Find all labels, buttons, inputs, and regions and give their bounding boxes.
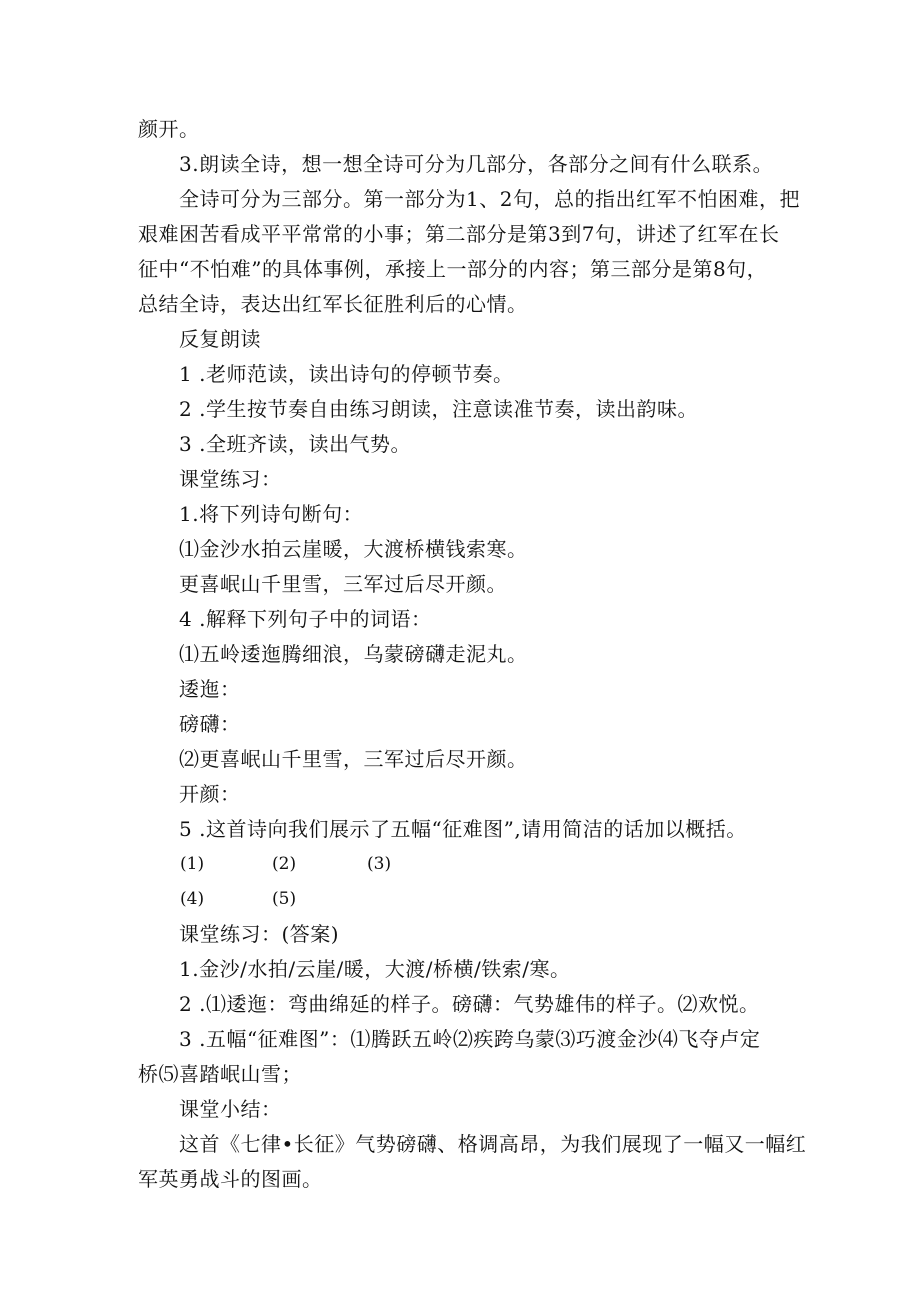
blank-label: (2) — [272, 854, 297, 874]
exercise-item: 1.将下列诗句断句： — [179, 502, 364, 526]
answer-item: 3 .五幅“征难图”：⑴腾跃五岭⑵疾跨乌蒙⑶巧渡金沙⑷飞夺卢定 — [179, 1027, 761, 1051]
poem-line: ⑵更喜岷山千里雪，三军过后尽开颜。 — [179, 747, 528, 771]
text-line: 颜开。 — [138, 117, 200, 141]
section-heading-repeat-reading: 反复朗读 — [179, 327, 261, 351]
term-blank: 磅礴： — [179, 712, 241, 736]
text-line: 征中“不怕难”的具体事例，承接上一部分的内容；第三部分是第8句， — [138, 257, 768, 281]
term-blank: 开颜： — [179, 782, 241, 806]
section-heading-classroom-exercise: 课堂练习： — [179, 467, 282, 491]
summary-text: 军英勇战斗的图画。 — [138, 1167, 323, 1191]
section-heading-answers: 课堂练习：(答案) — [179, 922, 340, 946]
poem-line: 更喜岷山千里雪，三军过后尽开颜。 — [179, 572, 507, 596]
poem-line: ⑴金沙水拍云崖暖，大渡桥横钱索寒。 — [179, 537, 528, 561]
exercise-item: 4 .解释下列句子中的词语： — [179, 607, 432, 631]
text-line: 全诗可分为三部分。第一部分为1、2句，总的指出红军不怕困难，把 — [179, 187, 800, 211]
summary-text: 这首《七律•长征》气势磅礴、格调高昂，为我们展现了一幅又一幅红 — [179, 1132, 807, 1156]
exercise-item: 5 .这首诗向我们展示了五幅“征难图”,请用简洁的话加以概括。 — [179, 817, 747, 841]
text-line: 总结全诗，表达出红军长征胜利后的心情。 — [138, 292, 528, 316]
blank-label: (4) — [180, 889, 205, 909]
section-heading-summary: 课堂小结： — [179, 1097, 282, 1121]
question-3-reading: 3.朗读全诗，想一想全诗可分为几部分，各部分之间有什么联系。 — [179, 152, 774, 176]
list-item: 1 .老师范读，读出诗句的停顿节奏。 — [179, 362, 514, 386]
list-item: 2 .学生按节奏自由练习朗读，注意读准节奏，读出韵味。 — [179, 397, 698, 421]
answer-blanks-row — [138, 882, 786, 917]
term-blank: 逶迤： — [179, 677, 241, 701]
blank-label: (5) — [272, 889, 297, 909]
text-line: 艰难困苦看成平平常常的小事；第二部分是第3到7句，讲述了红军在长 — [138, 222, 780, 246]
answer-item: 2 .⑴逶迤：弯曲绵延的样子。磅礴：气势雄伟的样子。⑵欢悦。 — [179, 992, 760, 1016]
poem-line: ⑴五岭逶迤腾细浪，乌蒙磅礴走泥丸。 — [179, 642, 528, 666]
blank-label: (1) — [180, 854, 205, 874]
answer-blanks-row — [138, 847, 786, 882]
blank-label: (3) — [367, 854, 392, 874]
list-item: 3 .全班齐读，读出气势。 — [179, 432, 411, 456]
answer-item-continued: 桥⑸喜踏岷山雪； — [138, 1062, 302, 1086]
document-body — [138, 112, 807, 1197]
answer-item: 1.金沙/水拍/云崖/暖，大渡/桥横/铁索/寒。 — [179, 957, 571, 981]
